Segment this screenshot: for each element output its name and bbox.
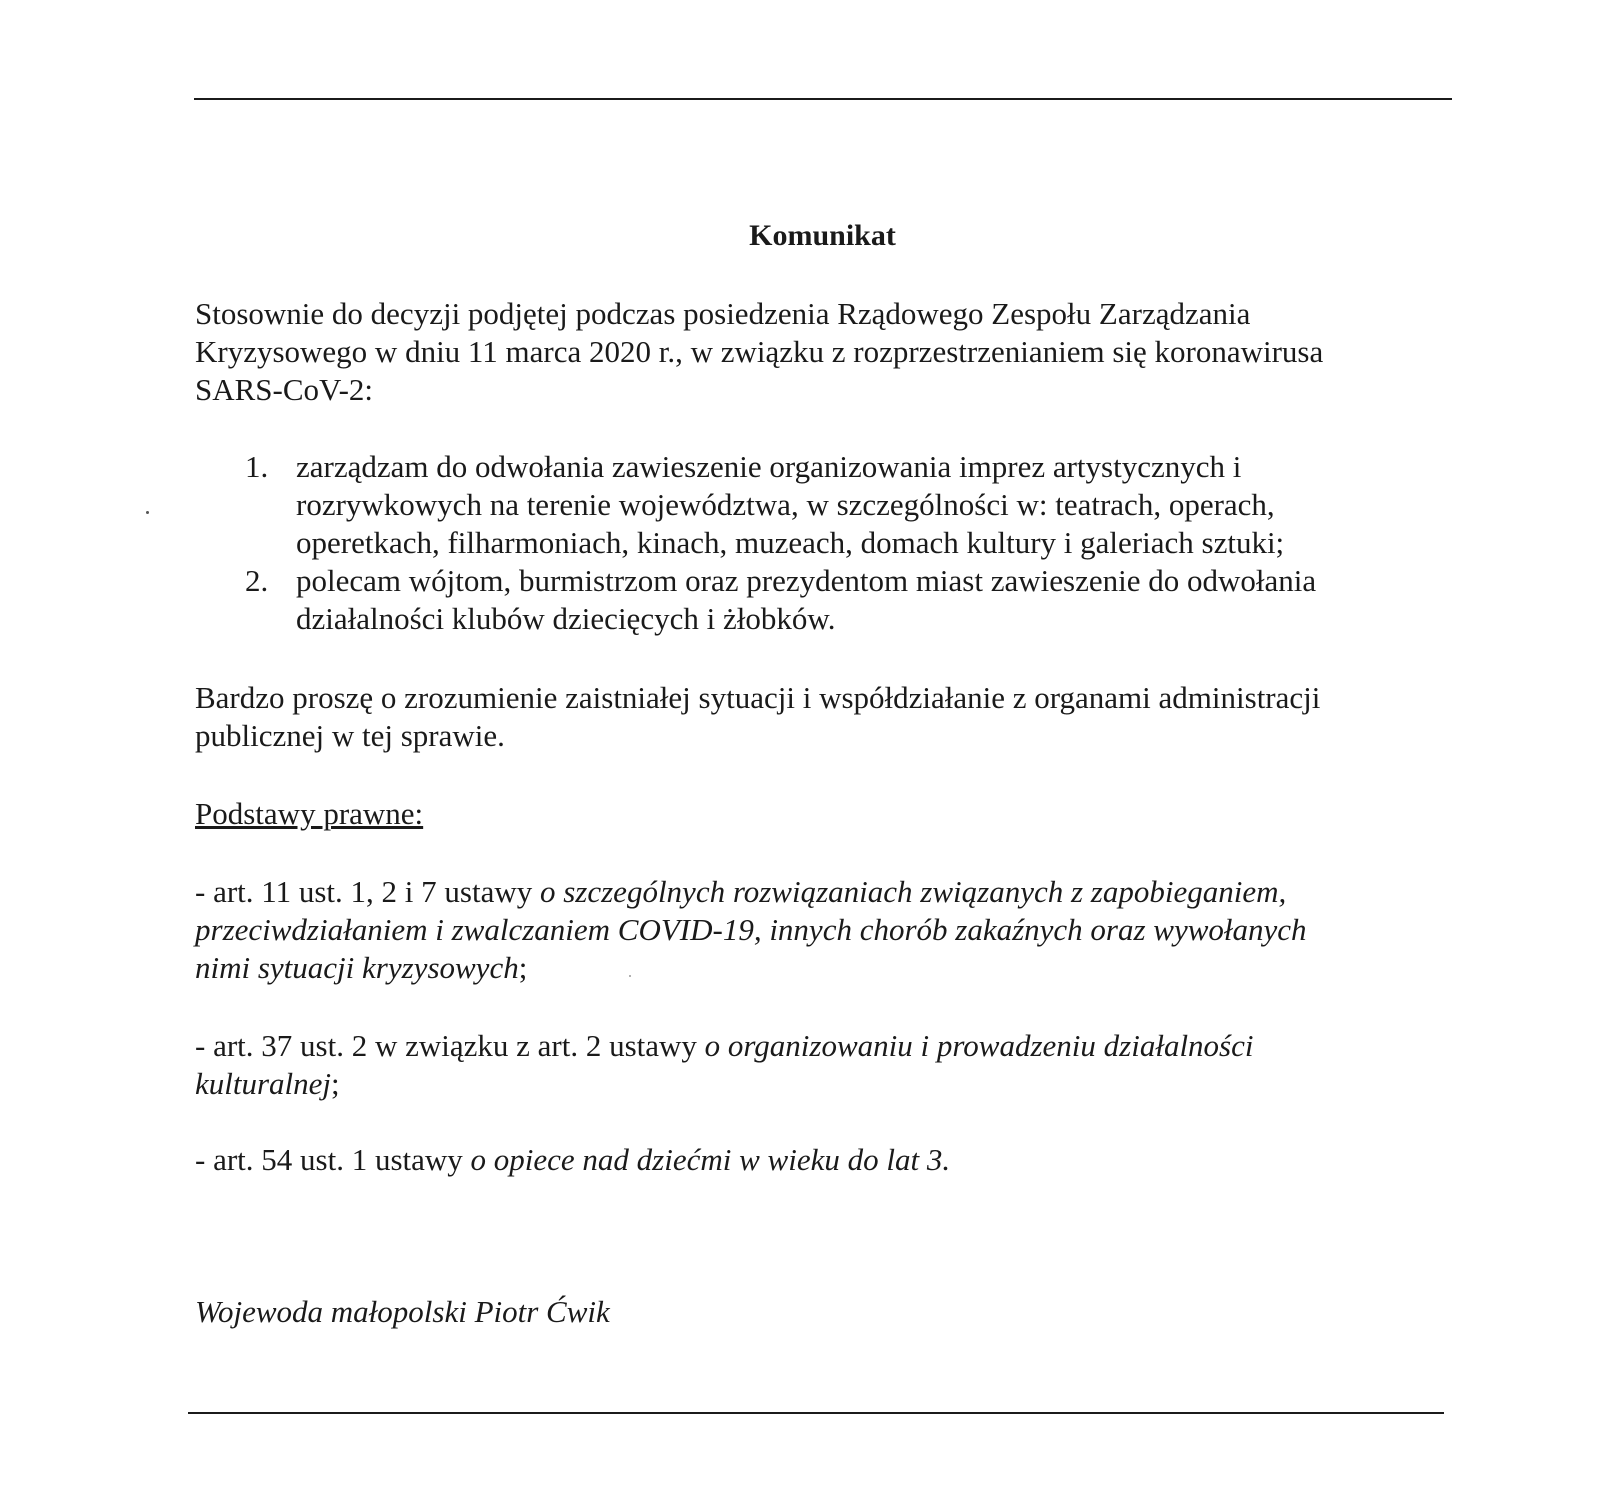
document-title: Komunikat — [749, 219, 896, 252]
list-item-number: 2. — [245, 563, 269, 598]
legal-reference — [195, 1027, 1254, 1103]
scan-speck — [629, 975, 631, 977]
intro-line: Kryzysowego w dniu 11 marca 2020 r., w związku z rozprzestrzenianiem się koronawirusa — [195, 334, 1324, 369]
legal-reference-text: ; — [331, 1066, 340, 1101]
list-item — [240, 562, 1316, 638]
list-item-line: operetkach, filharmoniach, kinach, muzeach, domach kultury i galeriach sztuki; — [296, 525, 1285, 560]
closing-line: publicznej w tej sprawie. — [195, 718, 505, 753]
list-item — [240, 448, 1316, 562]
numbered-list — [240, 448, 1316, 638]
list-item-line: działalności klubów dziecięcych i żłobków. — [296, 601, 836, 636]
legal-reference-text: - art. 11 ust. 1, 2 i 7 ustawy — [195, 874, 540, 909]
legal-act-title: nimi sytuacji kryzysowych — [195, 950, 519, 985]
legal-reference — [195, 1141, 950, 1179]
closing-line: Bardzo proszę o zrozumienie zaistniałej sytuacji i współdziałanie z organami administracji — [195, 680, 1321, 715]
legal-basis-heading: Podstawy prawne: — [195, 796, 424, 831]
legal-reference — [195, 873, 1307, 987]
list-item-line: polecam wójtom, burmistrzom oraz prezydentom miast zawieszenie do odwołania — [296, 563, 1317, 598]
bottom-rule — [188, 1412, 1444, 1414]
scan-speck — [146, 511, 149, 514]
legal-reference-text: - art. 54 ust. 1 ustawy — [195, 1142, 471, 1177]
legal-act-title: kulturalnej — [195, 1066, 332, 1101]
list-item-line: zarządzam do odwołania zawieszenie organizowania imprez artystycznych i — [296, 449, 1242, 484]
list-item-number: 1. — [245, 449, 269, 484]
legal-act-title: przeciwdziałaniem i zwalczaniem COVID-19, innych chorób zakaźnych oraz wywołanych — [195, 912, 1307, 947]
legal-act-title: o opiece nad dziećmi w wieku do lat 3. — [470, 1142, 951, 1177]
signature: Wojewoda małopolski Piotr Ćwik — [195, 1294, 610, 1329]
list-item-line: rozrywkowych na terenie województwa, w szczególności w: teatrach, operach, — [296, 487, 1275, 522]
legal-act-title: o szczególnych rozwiązaniach związanych z zapobieganiem, — [539, 874, 1287, 909]
intro-line: Stosownie do decyzji podjętej podczas posiedzenia Rządowego Zespołu Zarządzania — [195, 296, 1251, 331]
top-rule — [194, 98, 1452, 100]
closing-paragraph — [195, 679, 1320, 755]
intro-line: SARS-CoV-2: — [195, 372, 374, 407]
legal-reference-text: ; — [518, 950, 528, 985]
legal-act-title: o organizowaniu i prowadzeniu działalności — [704, 1028, 1254, 1063]
legal-reference-text: - art. 37 ust. 2 w związku z art. 2 ustawy — [195, 1028, 705, 1063]
intro-paragraph — [195, 295, 1323, 409]
